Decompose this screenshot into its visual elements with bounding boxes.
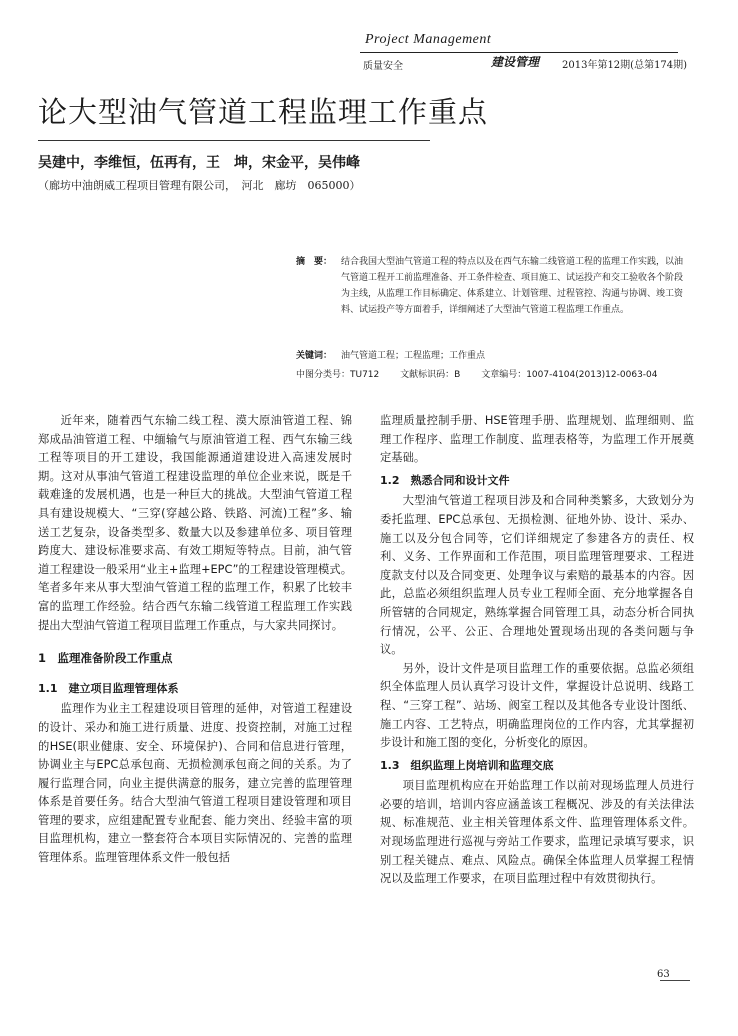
issue-info: 2013年第12期(总第174期) bbox=[562, 60, 688, 71]
body-paragraph: 监理作为业主工程建设项目管理的延伸，对管道工程建设的设计、采办和施工进行质量、进度、投资控制，对施工过程的HSE(职业健康、安全、环境保护)、合同和信息进行管理，协调业主与EPC总承包商、无损检测承包商之间的关系。为了履行监理合同，向业主提供满意的服务，建立完善的监理管理体系是首要任务。结合大型油气管道工程项目建设管理和项目管理的要求，应组建配置专业配套、能力突出、经验丰富的项目监理机构，建立一整套符合本项目实际情况的、完善的监理管理体系。监理管理体系文件一般包括 bbox=[38, 702, 352, 865]
subsection-heading: 1.3 组织监理上岗培训和监理交底 bbox=[380, 758, 554, 772]
body-column-right bbox=[380, 412, 694, 889]
paper-title: 论大型油气管道工程监理工作重点 bbox=[38, 95, 489, 129]
abstract-label: 摘 要： bbox=[296, 257, 333, 267]
body-paragraph: 大型油气管道工程项目涉及和合同种类繁多，大致划分为委托监理、EPC总承包、无损检测、征地外协、设计、采办、施工以及分包合同等，它们详细规定了参建各方的责任、权利、义务、工作界面和工作范围，项目监理管理要求、工程进度款支付以及合同变更、处理争议与索赔的最基本的内容。因此，总监必须组织监理人员专业工程师全面、充分地掌握各自所管辖的合同规定，熟练掌握合同管理工具，动态分析合同执行情况，公平、公正、合理地处置现场出现的各类问题与争议。 bbox=[380, 494, 694, 657]
journal-chinese-name: 建设管理 bbox=[491, 55, 540, 69]
subsection-heading: 1.2 熟悉合同和设计文件 bbox=[380, 473, 510, 487]
body-paragraph: 另外，设计文件是项目监理工作的重要依据。总监必须组织全体监理人员认真学习设计文件，掌握设计总说明、线路工程、“三穿工程”、站场、阀室工程以及其他各专业设计图纸、施工内容、工艺特点，明确监理岗位的工作内容，尤其掌握初步设计和施工图的变化，分析变化的原因。 bbox=[380, 661, 694, 750]
clc-number: 中图分类号：TU712 bbox=[296, 370, 380, 380]
classification-row bbox=[296, 367, 696, 380]
affiliation: （廊坊中油朗威工程项目管理有限公司， 河北 廊坊 065000） bbox=[38, 179, 361, 192]
article-number: 文章编号：1007-4104(2013)12-0063-04 bbox=[481, 370, 658, 380]
section-heading: 1 监理准备阶段工作重点 bbox=[38, 651, 173, 666]
abstract-text: 结合我国大型油气管道工程的特点以及在西气东输二线管道工程的监理工作实践，以油气管道工程开工前监理准备、开工条件检查、项目施工、试运投产和交工验收各个阶段为主线，从监理工作目标确定、体系建立、计划管理、过程管控、沟通与协调、竣工资料、试运投产等方面着手，详细阐述了大型油气管道工程监理工作重点。 bbox=[341, 257, 684, 315]
journal-english-name: Project Management bbox=[365, 32, 492, 47]
body-paragraph: 近年来，随着西气东输二线工程、漠大原油管道工程、锦郑成品油管道工程、中缅输气与原油管道工程、西气东输三线工程等项目的开工建设，我国能源通道建设进入高速发展时期。这对从事油气管道工程建设监理的单位企业来说，既是千载难逢的发展机遇，也是一种巨大的挑战。大型油气管道工程具有建设规模大、“三穿(穿越公路、铁路、河流)工程”多、输送工艺复杂，设备类型多、数量大以及参建单位多、项目管理跨度大、建设标准要求高、有效工期短等特点。目前，油气管道工程建设一般采用“业主+监理+EPC”的工程建设管理模式。笔者多年来从事大型油气管道工程的监理工作，积累了比较丰富的监理工作经验。结合西气东输二线管道工程监理工作实践提出大型油气管道工程项目监理工作重点，与大家共同探讨。 bbox=[38, 414, 352, 632]
body-paragraph: 项目监理机构应在开始监理工作以前对现场监理人员进行必要的培训，培训内容应涵盖该工程概况、涉及的有关法律法规、标准规范、业主相关管理体系文件、监理管理体系文件。对现场监理进行巡视与旁站工作要求，监理记录填写要求，识别工程关键点、难点、风险点。确保全体监理人员掌握工程情况以及监理工作要求，在项目监理过程中有效贯彻执行。 bbox=[380, 779, 694, 886]
body-paragraph: 监理质量控制手册、HSE管理手册、监理规划、监理细则、监理工作程序、监理工作制度、监理表格等，为监理工作开展奠定基础。 bbox=[380, 414, 694, 465]
keywords-label: 关键词： bbox=[296, 351, 333, 361]
title-rule bbox=[38, 140, 430, 141]
page-rule bbox=[660, 980, 690, 981]
page-number: 63 bbox=[657, 969, 670, 980]
subsection-heading: 1.1 建立项目监理管理体系 bbox=[38, 681, 179, 695]
body-column-left bbox=[38, 412, 352, 868]
authors: 吴建中，李维恒，伍再有，王 坤，宋金平，吴伟峰 bbox=[38, 155, 360, 171]
keywords-text: 油气管道工程；工程监理；工作重点 bbox=[341, 351, 486, 361]
document-code: 文献标识码：B bbox=[400, 370, 461, 380]
section-tag: 质量安全 bbox=[363, 61, 403, 72]
